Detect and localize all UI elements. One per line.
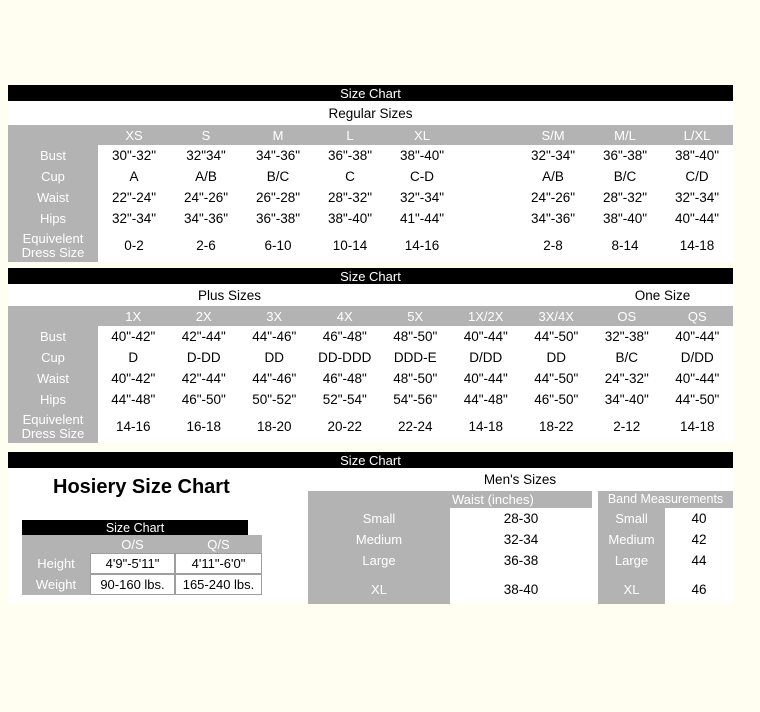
size-cell: 28"-32" bbox=[589, 187, 661, 208]
size-cell: 32"-34" bbox=[661, 187, 733, 208]
regular-sizes-title: Regular Sizes bbox=[328, 105, 413, 121]
size-cell: 22"-24" bbox=[98, 187, 170, 208]
size-cell: 34"-36" bbox=[517, 208, 589, 229]
hosiery-cell: 90-160 lbs. bbox=[90, 574, 175, 595]
mens-waist-body bbox=[308, 508, 592, 604]
mens-band-values bbox=[665, 508, 733, 604]
size-cell: 46"-50" bbox=[169, 389, 240, 410]
bottom-section-body bbox=[8, 468, 733, 604]
hosiery-size-chart-title: Hosiery Size Chart bbox=[53, 476, 230, 498]
row-label: Waist bbox=[8, 368, 98, 389]
mens-size-value: 44 bbox=[691, 553, 707, 568]
size-cell bbox=[458, 187, 517, 208]
size-cell: 40"-44" bbox=[451, 368, 522, 389]
column-header: 2X bbox=[169, 306, 240, 326]
hosiery-cell: 165-240 lbs. bbox=[175, 574, 262, 595]
size-cell: 36"-38" bbox=[589, 145, 661, 166]
size-cell: 48"-50" bbox=[380, 368, 451, 389]
size-cell: 8-14 bbox=[589, 229, 661, 262]
size-cell: D/DD bbox=[451, 347, 522, 368]
size-cell: 42"-44" bbox=[169, 368, 240, 389]
column-header: S bbox=[170, 125, 242, 145]
mens-size-label: Small bbox=[615, 511, 648, 526]
size-cell: 36"-38" bbox=[314, 145, 386, 166]
size-cell bbox=[458, 229, 517, 262]
mens-size-value: 32-34 bbox=[503, 532, 539, 547]
hosiery-row-label: Height bbox=[22, 553, 90, 574]
size-cell: 46"-48" bbox=[310, 368, 381, 389]
mens-waist-table bbox=[308, 491, 592, 604]
size-chart-bar-plus bbox=[8, 268, 733, 284]
size-cell: 41"-44" bbox=[386, 208, 458, 229]
column-header: L/XL bbox=[661, 125, 733, 145]
row-label: Hips bbox=[8, 389, 98, 410]
size-cell: 44"-50" bbox=[521, 368, 592, 389]
size-cell: 40"-44" bbox=[661, 208, 733, 229]
plus-sizes-section bbox=[8, 268, 733, 443]
size-cell: 42"-44" bbox=[169, 326, 240, 347]
mens-size-value: 36-38 bbox=[503, 553, 539, 568]
size-cell: A/B bbox=[517, 166, 589, 187]
column-header: M/L bbox=[589, 125, 661, 145]
band-measurements-header: Band Measurements bbox=[607, 492, 724, 506]
plus-sizes-title-row bbox=[8, 284, 733, 306]
hosiery-column-header: O/S bbox=[90, 535, 175, 553]
size-cell: 22-24 bbox=[380, 410, 451, 443]
mens-size-value: 42 bbox=[691, 532, 707, 547]
hosiery-corner-cell bbox=[22, 535, 90, 553]
size-cell: 2-12 bbox=[592, 410, 663, 443]
size-cell: DD bbox=[521, 347, 592, 368]
size-cell: 34"-36" bbox=[242, 145, 314, 166]
size-cell: C bbox=[314, 166, 386, 187]
size-cell: 14-16 bbox=[386, 229, 458, 262]
size-cell bbox=[458, 166, 517, 187]
size-cell: 38"-40" bbox=[661, 145, 733, 166]
size-cell: 30"-32" bbox=[98, 145, 170, 166]
column-header: M bbox=[242, 125, 314, 145]
mens-size-label: Medium bbox=[355, 532, 403, 547]
size-cell: 14-16 bbox=[98, 410, 169, 443]
row-label: Cup bbox=[8, 347, 98, 368]
size-cell: 26"-28" bbox=[242, 187, 314, 208]
corner-cell bbox=[8, 125, 98, 145]
plus-sizes-title: Plus Sizes bbox=[197, 287, 262, 303]
size-cell: 16-18 bbox=[169, 410, 240, 443]
row-label: Cup bbox=[8, 166, 98, 187]
size-cell: 40"-44" bbox=[451, 326, 522, 347]
size-cell: 40"-44" bbox=[662, 368, 733, 389]
column-header: S/M bbox=[517, 125, 589, 145]
size-chart-bar-bottom bbox=[8, 452, 733, 468]
mens-band-table bbox=[598, 491, 733, 604]
size-cell: 2-6 bbox=[170, 229, 242, 262]
hosiery-bar-label: Size Chart bbox=[105, 520, 165, 535]
size-cell: 46"-48" bbox=[310, 326, 381, 347]
size-cell: 46"-50" bbox=[521, 389, 592, 410]
size-cell: 24"-26" bbox=[517, 187, 589, 208]
hosiery-size-chart-table bbox=[22, 520, 262, 595]
size-chart-bar-regular bbox=[8, 85, 733, 101]
column-header: 3X/4X bbox=[521, 306, 592, 326]
size-cell: 54"-56" bbox=[380, 389, 451, 410]
size-cell: 32"-34" bbox=[98, 208, 170, 229]
mens-size-label: XL bbox=[623, 582, 640, 597]
hosiery-column-header: Q/S bbox=[175, 535, 262, 553]
mens-size-label: Large bbox=[614, 553, 649, 568]
size-cell: 40"-44" bbox=[662, 326, 733, 347]
bottom-section bbox=[8, 452, 733, 604]
regular-sizes-title-row bbox=[8, 101, 733, 125]
size-cell: 24"-26" bbox=[170, 187, 242, 208]
mens-size-label: XL bbox=[371, 582, 387, 597]
row-label: Equivelent Dress Size bbox=[8, 410, 98, 443]
size-cell: 20-22 bbox=[310, 410, 381, 443]
size-cell: 2-8 bbox=[517, 229, 589, 262]
size-cell: 18-22 bbox=[521, 410, 592, 443]
size-cell: 34"-36" bbox=[170, 208, 242, 229]
row-label: Bust bbox=[8, 145, 98, 166]
regular-sizes-table bbox=[8, 125, 733, 262]
size-cell: 14-18 bbox=[662, 410, 733, 443]
column-header: 1X bbox=[98, 306, 169, 326]
size-cell: 50"-52" bbox=[239, 389, 310, 410]
regular-sizes-section bbox=[8, 85, 733, 262]
size-cell: 0-2 bbox=[98, 229, 170, 262]
mens-waist-labels bbox=[308, 508, 450, 604]
hosiery-grid bbox=[22, 535, 262, 595]
row-label: Bust bbox=[8, 326, 98, 347]
one-size-title: One Size bbox=[634, 287, 691, 303]
mens-band-body bbox=[598, 508, 733, 604]
size-cell: 24"-32" bbox=[592, 368, 663, 389]
size-chart-bar-label: Size Chart bbox=[340, 452, 401, 468]
column-header: 4X bbox=[310, 306, 381, 326]
mens-size-value: 28-30 bbox=[503, 511, 539, 526]
size-chart-bar-label: Size Chart bbox=[340, 268, 401, 284]
size-cell: 52"-54" bbox=[310, 389, 381, 410]
size-cell: 28"-32" bbox=[314, 187, 386, 208]
size-cell: C/D bbox=[661, 166, 733, 187]
hosiery-size-chart-bar bbox=[22, 520, 248, 535]
column-header: L bbox=[314, 125, 386, 145]
size-cell: 32"34" bbox=[170, 145, 242, 166]
size-cell: 44"-46" bbox=[239, 326, 310, 347]
mens-size-value: 38-40 bbox=[503, 582, 539, 597]
size-cell: 44"-50" bbox=[521, 326, 592, 347]
size-cell bbox=[458, 145, 517, 166]
size-cell: DD bbox=[239, 347, 310, 368]
size-chart-content bbox=[8, 85, 733, 604]
column-header: 1X/2X bbox=[451, 306, 522, 326]
mens-sizes-title: Men's Sizes bbox=[483, 472, 557, 487]
column-header bbox=[458, 125, 517, 145]
size-cell: 36"-38" bbox=[242, 208, 314, 229]
mens-size-value: 40 bbox=[691, 511, 707, 526]
size-cell: 32"-34" bbox=[386, 187, 458, 208]
size-cell: 38"-40" bbox=[314, 208, 386, 229]
waist-inches-header: Waist (inches) bbox=[452, 492, 534, 507]
mens-band-labels bbox=[598, 508, 665, 604]
corner-cell bbox=[8, 306, 98, 326]
size-cell: 14-18 bbox=[451, 410, 522, 443]
size-cell: B/C bbox=[589, 166, 661, 187]
size-cell: 48"-50" bbox=[380, 326, 451, 347]
size-cell: 32"-34" bbox=[517, 145, 589, 166]
mens-size-label: Small bbox=[362, 511, 396, 526]
column-header: QS bbox=[662, 306, 733, 326]
size-cell: C-D bbox=[386, 166, 458, 187]
column-header: 5X bbox=[380, 306, 451, 326]
size-cell: 40"-42" bbox=[98, 326, 169, 347]
size-chart-bar-label: Size Chart bbox=[340, 85, 401, 101]
size-cell: 32"-38" bbox=[592, 326, 663, 347]
size-cell: A bbox=[98, 166, 170, 187]
size-cell bbox=[458, 208, 517, 229]
size-cell: B/C bbox=[242, 166, 314, 187]
mens-size-label: Large bbox=[362, 553, 396, 568]
column-header: XS bbox=[98, 125, 170, 145]
plus-sizes-table bbox=[8, 306, 733, 443]
column-header: OS bbox=[592, 306, 663, 326]
mens-size-label: Medium bbox=[608, 532, 655, 547]
size-cell: 18-20 bbox=[239, 410, 310, 443]
row-label: Equivelent Dress Size bbox=[8, 229, 98, 262]
size-cell: A/B bbox=[170, 166, 242, 187]
size-cell: 10-14 bbox=[314, 229, 386, 262]
size-cell: D/DD bbox=[662, 347, 733, 368]
row-label: Waist bbox=[8, 187, 98, 208]
size-cell: 40"-42" bbox=[98, 368, 169, 389]
hosiery-row-label: Weight bbox=[22, 574, 90, 595]
hosiery-cell: 4'11"-6'0" bbox=[175, 553, 262, 574]
size-cell: 38"-40" bbox=[386, 145, 458, 166]
size-cell: 34"-40" bbox=[592, 389, 663, 410]
mens-waist-values bbox=[450, 508, 592, 604]
size-cell: D bbox=[98, 347, 169, 368]
size-cell: 44"-48" bbox=[451, 389, 522, 410]
row-label: Hips bbox=[8, 208, 98, 229]
mens-size-value: 46 bbox=[691, 582, 707, 597]
column-header: 3X bbox=[239, 306, 310, 326]
size-cell: 14-18 bbox=[661, 229, 733, 262]
size-cell: 6-10 bbox=[242, 229, 314, 262]
size-cell: DDD-E bbox=[380, 347, 451, 368]
size-cell: 38"-40" bbox=[589, 208, 661, 229]
size-cell: DD-DDD bbox=[310, 347, 381, 368]
hosiery-cell: 4'9"-5'11" bbox=[90, 553, 175, 574]
size-cell: D-DD bbox=[169, 347, 240, 368]
size-cell: 44"-46" bbox=[239, 368, 310, 389]
size-cell: 44"-48" bbox=[98, 389, 169, 410]
size-cell: B/C bbox=[592, 347, 663, 368]
column-header: XL bbox=[386, 125, 458, 145]
size-cell: 44"-50" bbox=[662, 389, 733, 410]
